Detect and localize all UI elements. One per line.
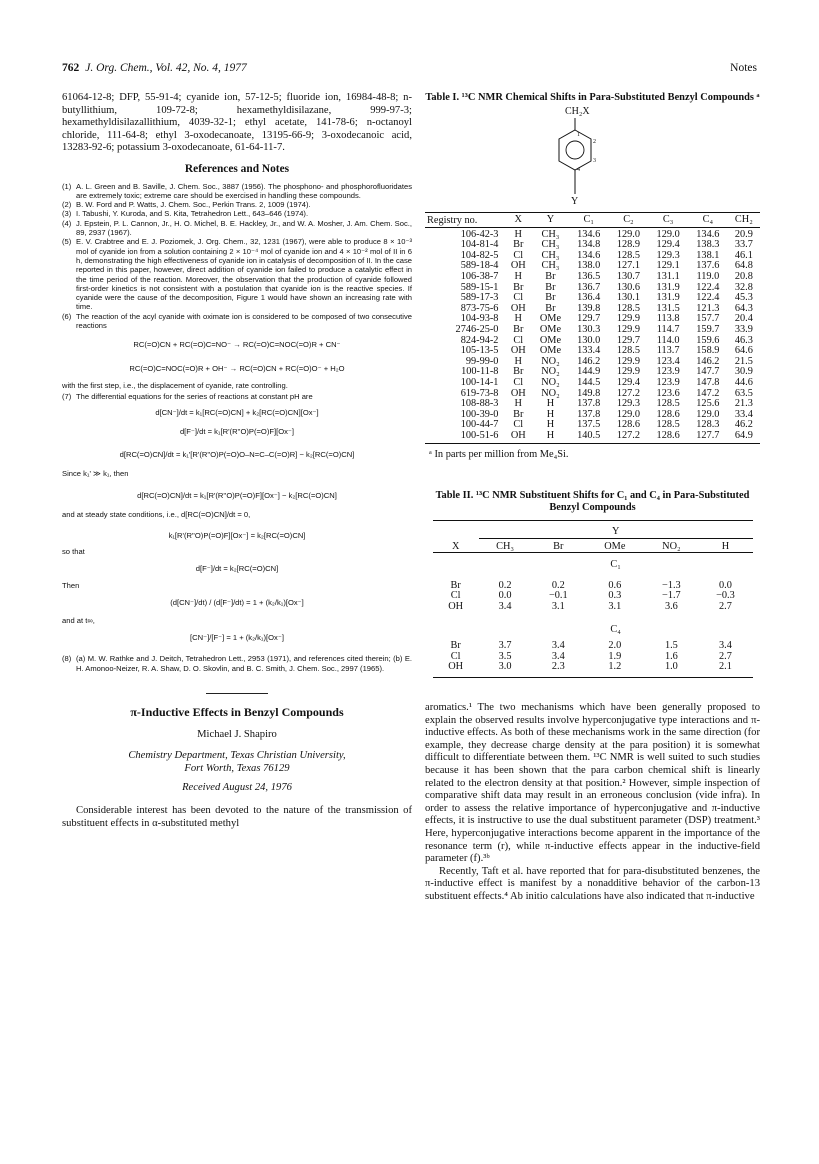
table1-row-cell: 30.9 — [734, 366, 753, 378]
table1-row-cell: 144.5 — [577, 376, 601, 388]
table1-row-cell: NO₂ — [541, 355, 560, 367]
table2-c1-row-cell: 3.1 — [608, 601, 622, 613]
table2-header-no2: NO₂ — [662, 540, 681, 552]
then-text: Then — [62, 581, 80, 591]
table2-c4-row-cell: 1.6 — [664, 650, 678, 662]
table1-row-cell: 873-75-6 — [460, 302, 499, 314]
table2-c1-row-cell: −0.1 — [548, 590, 568, 602]
table1-row-cell: 134.6 — [696, 228, 720, 240]
table1-row-cell: 100-51-6 — [460, 429, 499, 441]
table2-c4-row-cell: 1.0 — [664, 661, 678, 673]
table2-c1-row — [433, 591, 753, 602]
table1-row-cell: 46.3 — [734, 334, 753, 346]
table1-row-cell: 99-99-0 — [465, 355, 499, 367]
table1-row-cell: 127.1 — [616, 260, 640, 272]
ring-label-2: 2 — [593, 139, 596, 145]
since-text: Since k₁' ≫ k₁, then — [62, 469, 129, 479]
table2-c4-row-cell: 1.2 — [608, 661, 622, 673]
table1-row-cell: 106-38-7 — [460, 270, 499, 282]
left-column — [62, 92, 412, 830]
table1-row-cell: 20.9 — [734, 228, 753, 240]
article-author: Michael J. Shapiro — [197, 728, 277, 740]
table2-c1-body — [433, 581, 753, 613]
table1-row-cell: 21.3 — [734, 398, 753, 410]
table1-row-cell: 108-88-3 — [460, 398, 499, 410]
table1-row-cell: 144.9 — [577, 366, 601, 378]
table1-row-cell: 33.4 — [734, 408, 753, 420]
ring-label-1: 1 — [577, 132, 580, 138]
article-intro: Considerable interest has been devoted to the nature of the transmission of substituent effects in α-substituted methyl — [62, 804, 412, 829]
reaction-equation-1: RC(=O)CN + RC(=O)C=NO⁻ → RC(=O)C=NOC(=O)R + CN⁻ — [133, 340, 341, 350]
table2-c4-row — [433, 662, 753, 673]
table1-row-cell: 159.7 — [696, 323, 720, 335]
table2-c1-row-cell: −0.3 — [716, 590, 735, 602]
table1-row-cell: Cl — [513, 249, 524, 261]
table1-row-cell: Br — [545, 270, 556, 282]
table1-row-cell: 589-18-4 — [460, 260, 499, 272]
references-list — [62, 182, 412, 673]
table1-row-cell: 130.7 — [616, 270, 640, 282]
table1-row-cell: OH — [510, 345, 526, 357]
table2-c4-row-cell: Cl — [450, 650, 461, 662]
reference-6: (6) The reaction of the acyl cyanide with oximate ion is considered to be composed of two consecutive reactions — [62, 311, 412, 331]
table1-row-cell: 33.7 — [734, 239, 753, 251]
table1-header-registry: Registry no. — [427, 215, 478, 226]
table1-row-cell: 129.0 — [696, 408, 720, 420]
table1-row-cell: 123.9 — [656, 376, 680, 388]
table2-c1-row — [433, 581, 753, 592]
table1-row-cell: 113.8 — [656, 313, 680, 325]
table1-row-cell: 824-94-2 — [460, 334, 499, 346]
table1-row-cell: 129.7 — [577, 313, 601, 325]
table2-c4-row-cell: 1.9 — [608, 650, 622, 662]
table2-c4-row-cell: Br — [450, 640, 461, 652]
table1-row-cell: 589-15-1 — [460, 281, 499, 293]
table2-c1-row-cell: OH — [448, 601, 464, 613]
table1-row — [425, 325, 760, 336]
table2-c4-row — [433, 652, 753, 663]
table1-row-cell: Cl — [513, 376, 524, 388]
table1-row-cell: H — [514, 313, 522, 325]
table2-c1-row-cell: 3.6 — [664, 601, 678, 613]
table1-row-cell: 100-11-8 — [461, 366, 499, 378]
section-label: Notes — [730, 62, 757, 74]
table1-row-cell: Br — [513, 239, 524, 251]
table1-row-cell: Br — [545, 292, 556, 304]
table2-c4-row-cell: 3.4 — [551, 650, 565, 662]
table1-row-cell: 128.6 — [656, 408, 680, 420]
table1-row-cell: 138.0 — [577, 260, 601, 272]
table1-row-cell: 589-17-3 — [460, 292, 499, 304]
table1-row-cell: 137.6 — [696, 260, 720, 272]
running-header — [62, 62, 757, 78]
affiliation-line-1: Chemistry Department, Texas Christian University, — [128, 750, 346, 762]
rate-equation-3: d[RC(=O)CN]/dt = k₁'[R'(R''O)P(=O)O–N=C–C(=O)R] − k₂[RC(=O)CN] — [119, 450, 355, 460]
table1-row-cell: 130.1 — [616, 292, 640, 304]
rate-equation-5: k₁[R'(R''O)P(=O)F][Ox⁻] = k₂[RC(=O)CN] — [168, 531, 306, 541]
table1-row-cell: 100-14-1 — [460, 376, 499, 388]
table2-header-br: Br — [553, 540, 564, 552]
ring-label-3: 3 — [593, 158, 596, 164]
rate-equation-6: d[F⁻]/dt = k₂[RC(=O)CN] — [195, 563, 279, 573]
table1-row-cell: H — [546, 429, 555, 441]
affiliation-line-2: Fort Worth, Texas 76129 — [184, 762, 290, 774]
table1-row-cell: 127.2 — [616, 429, 640, 441]
table1-row-cell: 128.9 — [616, 239, 640, 251]
table1-row-cell: 129.3 — [616, 398, 640, 410]
table1-row-cell: 129.9 — [616, 313, 640, 325]
table1-row-cell: 104-82-5 — [460, 249, 499, 261]
table1-row-cell: 136.7 — [577, 281, 601, 293]
table1-row-cell: 128.5 — [616, 345, 640, 357]
table1-row-cell: 146.2 — [696, 355, 720, 367]
reference-7: (7) The differential equations for the series of reactions at constant pH are — [62, 392, 313, 402]
table1-row-cell: OMe — [539, 334, 562, 346]
so-that-text: so that — [62, 546, 85, 556]
table1-row — [425, 378, 760, 389]
table1-row-cell: NO₂ — [541, 387, 560, 399]
table1-row-cell: H — [546, 398, 555, 410]
table1-row-cell: 123.6 — [656, 387, 680, 399]
table2-c1-label: C₁ — [610, 559, 621, 571]
table2-c4-row-cell: 2.0 — [608, 640, 622, 652]
table1-row-cell: 122.4 — [696, 281, 720, 293]
table1-row-cell: 104-93-8 — [460, 313, 499, 325]
table1-row-cell: 129.0 — [616, 228, 640, 240]
table1-row-cell: 121.3 — [696, 302, 720, 314]
table1-row-cell: OH — [510, 429, 526, 441]
table1-header-c4: C₄ — [702, 213, 714, 225]
table2-c4-row-cell: 3.0 — [498, 661, 512, 673]
table1-row-cell: 137.5 — [577, 419, 601, 431]
registry-paragraph: 61064-12-8; DFP, 55-91-4; cyanide ion, 57-12-5; fluoride ion, 16984-48-8; n-butyllithium, 109-72-8; hexamethyldisilazane, 999-97-3; hexamethyldisilazallithium, 4039-32-1; ethyl acetate, 141-78-6; n-octanoyl chloride, 111-64-8; ethyl 3-oxodecanoate, 13195-66-9; 3-oxodecanoic acid, 13283-92-6; potassium 3-oxodecanoate, 61-64-11-7. — [62, 92, 412, 154]
table1-row-cell: Cl — [513, 419, 524, 431]
table1-row-cell: 129.9 — [616, 366, 640, 378]
rate-equation-7: (d[CN⁻]/dt) / (d[F⁻]/dt) = 1 + (k₂/k₁)[Ox⁻] — [170, 598, 304, 608]
table2 — [433, 520, 753, 678]
table1-row-cell: 131.9 — [656, 281, 680, 293]
body-paragraph-2: Recently, Taft et al. have reported that for para-disubstituted benzenes, the π-inductive effect is manifest by a nonadditive behavior of the carbon-13 substituent effects.⁴ Ab initio calculations have also indicated that π-inductive — [425, 865, 760, 902]
table1-row-cell: H — [514, 228, 522, 240]
table1-row-cell: H — [514, 270, 522, 282]
table1-row — [425, 272, 760, 283]
table1-row-cell: 64.3 — [734, 302, 753, 314]
page-number: 762 — [62, 62, 80, 74]
table2-c1-row-cell: 3.4 — [498, 601, 512, 613]
table1-row-cell: OH — [510, 302, 526, 314]
table1-row-cell: 130.3 — [577, 323, 601, 335]
table1-row-cell: 129.9 — [616, 323, 640, 335]
benzyl-structure — [425, 104, 760, 212]
table1-row-cell: 63.5 — [734, 387, 753, 399]
table1-row-cell: 44.6 — [734, 376, 753, 388]
table1-row-cell: 104-81-4 — [460, 239, 499, 251]
table1-row-cell: 128.5 — [656, 419, 680, 431]
table1-row-cell: 157.7 — [696, 313, 720, 325]
table1-row-cell: 64.6 — [734, 345, 753, 357]
table2-c4-row-cell: 3.5 — [498, 650, 512, 662]
table2-c1-row-cell: 2.7 — [719, 601, 732, 613]
table2-c4-label: C₄ — [610, 623, 621, 635]
table1-row-cell: 32.8 — [734, 281, 753, 293]
rate-equation-4: d[RC(=O)CN]/dt = k₁[R'(R''O)P(=O)F][Ox⁻] − k₂[RC(=O)CN] — [137, 490, 337, 500]
table1-row-cell: CH₃ — [541, 228, 560, 240]
table1-row-cell: 134.8 — [577, 239, 601, 251]
right-column — [425, 92, 760, 904]
rate-equation-2: d[F⁻]/dt = k₁[R'(R''O)P(=O)F][Ox⁻] — [179, 426, 295, 436]
table1-row-cell: 129.3 — [656, 249, 680, 261]
table1-row-cell: 138.3 — [696, 239, 720, 251]
table2-title: Table II. ¹³C NMR Substituent Shifts for C₁ and C₄ in Para-Substituted Benzyl Compounds — [435, 490, 750, 514]
table1-row-cell: OMe — [539, 313, 562, 325]
table2-c1-row-cell: 0.6 — [608, 579, 622, 591]
table2-c1-row — [433, 602, 753, 613]
table1-row-cell: 131.9 — [656, 292, 680, 304]
table1-row-cell: 139.8 — [577, 302, 601, 314]
table1-row-cell: 105-13-5 — [460, 345, 499, 357]
table2-c1-row-cell: 0.0 — [498, 590, 512, 602]
table1-header-c1: C₁ — [583, 213, 594, 225]
table2-c1-row-cell: 0.0 — [719, 579, 732, 591]
table1-row-cell: OMe — [539, 345, 562, 357]
journal-citation: J. Org. Chem., Vol. 42, No. 4, 1977 — [85, 62, 247, 74]
reference-8: (8) (a) M. W. Rathke and J. Deitch, Tetrahedron Lett., 2953 (1971), and references cited therein; (b) E. H. Amonoo-Neizer, R. A. Shaw, D. O. Skovlin, and B. C. Smith, J. Chem. Soc., 2997 (1965). — [62, 654, 412, 673]
table2-y-label: Y — [611, 526, 620, 538]
table1-row-cell: 129.0 — [656, 228, 680, 240]
table1-header-c3: C₃ — [662, 213, 674, 225]
table1-row-cell: 136.4 — [577, 292, 601, 304]
table1-row-cell: 20.8 — [734, 270, 753, 282]
table1-row-cell: 136.5 — [577, 270, 601, 282]
table1-row-cell: 158.9 — [696, 345, 720, 357]
table1-row-cell: 100-44-7 — [460, 419, 499, 431]
table2-c4-row-cell: 2.3 — [551, 661, 565, 673]
table1-row-cell: 140.5 — [577, 429, 601, 441]
reference-1: (1) A. L. Green and B. Saville, J. Chem. Soc., 3887 (1956). The phosphono- and phosphorofluoridates are extremely toxic; extreme care should be exercised in handling these compounds. — [62, 181, 412, 200]
table1-row-cell: 129.7 — [616, 334, 640, 346]
table1-row-cell: 122.4 — [696, 292, 720, 304]
table2-c1-row-cell: −1.3 — [662, 579, 681, 591]
table1-row-cell: Br — [545, 302, 556, 314]
references-heading: References and Notes — [184, 162, 290, 175]
table1-row-cell: 123.4 — [656, 355, 680, 367]
table1-row-cell: 128.6 — [616, 419, 640, 431]
steady-state-text: and at steady state conditions, i.e., d[RC(=O)CN]/dt = 0, — [62, 509, 251, 519]
at-t-infinity-text: and at t∞, — [62, 615, 95, 625]
section-divider — [206, 693, 268, 694]
table2-c4-body — [433, 641, 753, 673]
reference-2: (2) B. W. Ford and P. Watts, J. Chem. Soc., Perkin Trans. 2, 1009 (1974). — [62, 200, 311, 210]
table2-header-ch3: CH₃ — [496, 540, 514, 552]
table1-row-cell: 129.4 — [616, 376, 640, 388]
reaction-equation-2: RC(=O)C=NOC(=O)R + OH⁻ → RC(=O)CN + RC(=O)O⁻ + H₂O — [129, 363, 345, 373]
table1-row-cell: 46.2 — [734, 419, 753, 431]
table1-row-cell: Cl — [513, 292, 524, 304]
table1-row-cell: CH₃ — [541, 260, 560, 272]
table1-row-cell: H — [514, 398, 522, 410]
table2-c4-row-cell: 3.4 — [551, 640, 565, 652]
table1-row-cell: 147.2 — [696, 387, 720, 399]
table1-header-x: X — [514, 213, 522, 225]
table1-row-cell: 64.9 — [734, 429, 753, 441]
table2-c1-row-cell: Br — [450, 579, 461, 591]
table2-c1-row-cell: 0.2 — [498, 579, 512, 591]
table1-row-cell: 100-39-0 — [460, 408, 499, 420]
table1-row-cell: 131.1 — [656, 270, 680, 282]
table1-row-cell: OMe — [539, 323, 562, 335]
table1-row-cell: 45.3 — [734, 292, 753, 304]
table2-c1-row-cell: Cl — [450, 590, 461, 602]
table1-row-cell: 130.0 — [577, 334, 601, 346]
table1-row-cell: 129.1 — [656, 260, 680, 272]
table1-row-cell: 137.8 — [577, 408, 601, 420]
structure-bottom-label: Y — [571, 196, 579, 207]
table2-c4-row-cell: 2.1 — [719, 661, 732, 673]
table1-row-cell: Br — [513, 408, 524, 420]
table2-c1-row-cell: 0.2 — [551, 579, 565, 591]
table2-c4-row-cell: 3.4 — [719, 640, 732, 652]
table1-row-cell: 147.8 — [696, 376, 720, 388]
table1-header-ch2: CH₂ — [734, 213, 753, 225]
table1-row-cell: 133.4 — [577, 345, 601, 357]
table1-row-cell: Br — [513, 366, 524, 378]
table1-row-cell: Br — [513, 323, 524, 335]
ref6-tail-text: with the first step, i.e., the displacement of cyanide, rate controlling. — [62, 380, 288, 390]
received-date: Received August 24, 1976 — [182, 782, 292, 794]
table1-row-cell: 146.2 — [577, 355, 601, 367]
table1-row-cell: 134.6 — [577, 249, 601, 261]
table1-title: Table I. ¹³C NMR Chemical Shifts in Para-Substituted Benzyl Compounds ᵃ — [425, 92, 760, 103]
table1-row-cell: 125.6 — [696, 398, 720, 410]
table2-header-h: H — [721, 540, 730, 552]
table1-row-cell: 149.8 — [577, 387, 601, 399]
table1-row-cell: 131.5 — [656, 302, 680, 314]
rate-equation-1: d[CN⁻]/dt = k₁[RC(=O)CN] + k₂[RC(=O)CN][Ox⁻] — [155, 407, 319, 417]
table1-row-cell: 128.5 — [616, 302, 640, 314]
table1-row-cell: OH — [510, 260, 526, 272]
table1-row-cell: 64.8 — [734, 260, 753, 272]
table1-row-cell: 137.8 — [577, 398, 601, 410]
table1-row-cell: 33.9 — [734, 323, 753, 335]
reference-4: (4) J. Epstein, P. L. Cannon, Jr., H. O. Michel, B. E. Hackley, Jr., and W. A. Mosher, J. Am. Chem. Soc., 89, 2937 (1967). — [62, 218, 412, 238]
table1-row-cell: Cl — [513, 334, 524, 346]
table1-header-c2: C₂ — [623, 213, 634, 225]
table1-row-cell: CH₃ — [541, 239, 560, 251]
table1-row-cell: 129.9 — [616, 355, 640, 367]
table2-c1-row-cell: 3.1 — [551, 601, 565, 613]
table1-row-cell: 159.6 — [696, 334, 720, 346]
table1-row-cell: 114.7 — [656, 323, 680, 335]
table1-row-cell: 147.7 — [696, 366, 720, 378]
table1-row-cell: H — [546, 419, 555, 431]
table1-row-cell: 119.0 — [696, 270, 720, 282]
table1-header-y: Y — [546, 213, 555, 225]
table1-row-cell: H — [514, 355, 522, 367]
table1-row-cell: 138.1 — [696, 249, 720, 261]
table1-footnote: ᵃ In parts per million from Me₄Si. — [429, 449, 569, 461]
reference-5: (5) E. V. Crabtree and E. J. Poziomek, J. Org. Chem., 32, 1231 (1967), were able to produce 8 × 10⁻³ mol of cyanide ion from a solution containing 2 × 10⁻⁴ mol of cyanide ion and 4 × 10⁻² mol of II in 6 h, demonstrating the high effectiveness of cyanide ion in catalysis of decomposition of II. In the case reported in this paper, however, direct addition of cyanide ion failed to produce a catalytic effect in the time period of the reaction. Moreover, the observation that the production of cyanide followed first-order kinetics is not consistent with a postulation that cyanide ion is the reactive species. If cyanide were the cause of the decomposition, Figure 1 would have shown an increasing rate with time. — [62, 237, 412, 312]
table1-row-cell: OH — [510, 387, 526, 399]
structure-top-label: CH₂X — [565, 106, 590, 117]
reference-3: (3) I. Tabushi, Y. Kuroda, and S. Kita, Tetrahedron Lett., 643–646 (1974). — [62, 209, 309, 219]
table1-row-cell: NO₂ — [541, 376, 560, 388]
table1-row-cell: 46.1 — [734, 249, 753, 261]
table1-row-cell: 129.4 — [656, 239, 680, 251]
table2-c4-row-cell: 2.7 — [719, 650, 732, 662]
table1-row-cell: 2746-25-0 — [455, 323, 499, 335]
table1-row-cell: 619-73-8 — [460, 387, 499, 399]
table1-row-cell: 21.5 — [734, 355, 753, 367]
table1-row-cell: 106-42-3 — [460, 228, 499, 240]
body-paragraph-1: aromatics.¹ The two mechanisms which have been generally proposed to explain the observed results involve hyperconjugative type interactions and π-inductive effects. As both of these mechanisms work in the same direction (for example, they decrease charge density at the para position) it is somewhat difficult to differentiate between them. ¹³C NMR is well suited to such studies because it has been shown that the para carbon chemical shift is linearly related to the electron density at that position.² However, simple inspection of comparative shift data may result in an erroneous conclusion (vide infra). In order to assess the relative importance of hyperconjugative and π-inductive effects, it is instructive to use the dual substituent parameter (DSP) treatment.³ Here, hyperconjugative interactions become apparent in the importance of the resonance term (r), while π-inductive effects appear in the inductive-field parameter (f).³ᵇ — [425, 702, 760, 865]
table1-row-cell: H — [546, 408, 555, 420]
table1-row-cell: 113.7 — [656, 345, 680, 357]
table1-row-cell: 130.6 — [616, 281, 640, 293]
table1-row-cell: 114.0 — [656, 334, 680, 346]
table1-row-cell: 123.9 — [656, 366, 680, 378]
table2-c4-row — [433, 641, 753, 652]
table2-c1-row-cell: −1.7 — [662, 590, 681, 602]
table1 — [425, 212, 760, 444]
table2-header-ome: OMe — [604, 540, 626, 552]
table1-row-cell: NO₂ — [541, 366, 560, 378]
table2-header-x: X — [451, 540, 460, 552]
table2-c4-row-cell: OH — [448, 661, 464, 673]
table1-row-cell: 127.7 — [696, 429, 720, 441]
table1-row-cell: 128.6 — [656, 429, 680, 441]
table1-row-cell: 128.3 — [696, 419, 720, 431]
article-title: π-Inductive Effects in Benzyl Compounds — [130, 704, 344, 719]
table1-row-cell: 134.6 — [577, 228, 601, 240]
rate-equation-8: [CN⁻]/[F⁻] = 1 + (k₂/k₁)[Ox⁻] — [190, 633, 284, 643]
table2-c1-row-cell: 0.3 — [608, 590, 622, 602]
table2-c4-row-cell: 1.5 — [664, 640, 678, 652]
table1-row-cell: CH₃ — [541, 249, 560, 261]
table1-row-cell: 128.5 — [616, 249, 640, 261]
table1-row-cell: 127.2 — [616, 387, 640, 399]
ring-label-4: 4 — [577, 167, 580, 173]
table1-row-cell: 129.0 — [616, 408, 640, 420]
table1-row-cell: Br — [513, 281, 524, 293]
table1-row — [425, 431, 760, 442]
table1-row-cell: Br — [545, 281, 556, 293]
table2-c4-row-cell: 3.7 — [498, 640, 512, 652]
table1-row-cell: 128.5 — [656, 398, 680, 410]
table1-body — [425, 230, 760, 442]
table1-row-cell: 20.4 — [734, 313, 753, 325]
